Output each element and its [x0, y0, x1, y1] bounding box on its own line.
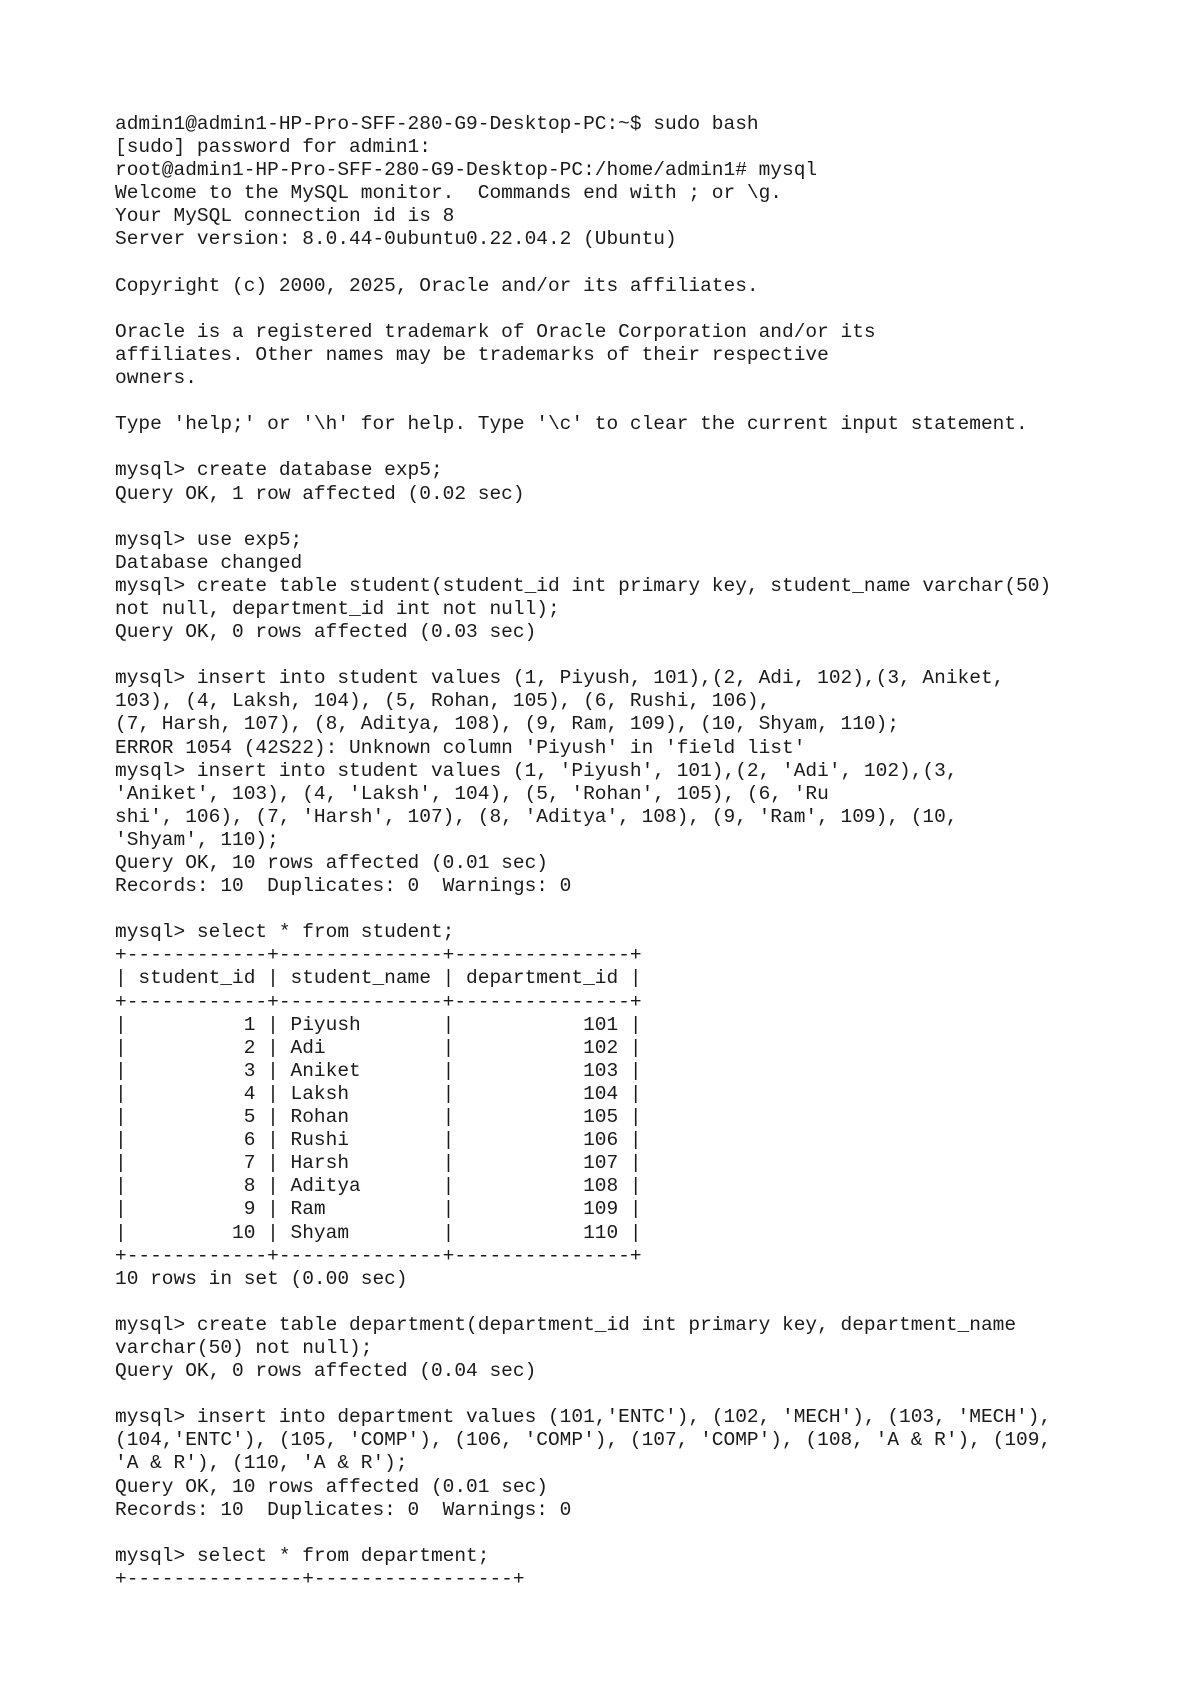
- terminal-line: +------------+--------------+---------------+: [115, 944, 642, 967]
- terminal-line: 'Aniket', 103), (4, 'Laksh', 104), (5, 'Rohan', 105), (6, 'Ru: [115, 782, 829, 805]
- terminal-line: (104,'ENTC'), (105, 'COMP'), (106, 'COMP'), (107, 'COMP'), (108, 'A & R'), (109,: [115, 1429, 1052, 1452]
- terminal-line: +------------+--------------+---------------+: [115, 1244, 642, 1267]
- terminal-line: | 1 | Piyush | 101 |: [115, 1013, 642, 1036]
- terminal-line: 10 rows in set (0.00 sec): [115, 1267, 408, 1290]
- terminal-line: | 3 | Aniket | 103 |: [115, 1059, 642, 1082]
- terminal-line: Type 'help;' or '\h' for help. Type '\c' to clear the current input statement.: [115, 413, 1028, 436]
- terminal-line: [115, 1383, 1155, 1406]
- terminal-line: | 7 | Harsh | 107 |: [115, 1152, 642, 1175]
- terminal-transcript: [115, 113, 1155, 1591]
- terminal-line: mysql> insert into department values (101,'ENTC'), (102, 'MECH'), (103, 'MECH'),: [115, 1406, 1052, 1429]
- terminal-line: Query OK, 10 rows affected (0.01 sec): [115, 1475, 548, 1498]
- terminal-line: mysql> select * from department;: [115, 1544, 490, 1567]
- terminal-line: | 4 | Laksh | 104 |: [115, 1082, 642, 1105]
- terminal-line: not null, department_id int not null);: [115, 597, 560, 620]
- terminal-line: mysql> create table department(department_id int primary key, department_name: [115, 1313, 1017, 1336]
- terminal-line: mysql> create database exp5;: [115, 459, 443, 482]
- terminal-line: Server version: 8.0.44-0ubuntu0.22.04.2 (Ubuntu): [115, 228, 677, 251]
- terminal-line: 'A & R'), (110, 'A & R');: [115, 1452, 408, 1475]
- terminal-line: Query OK, 1 row affected (0.02 sec): [115, 482, 525, 505]
- terminal-line: root@admin1-HP-Pro-SFF-280-G9-Desktop-PC:/home/admin1# mysql: [115, 159, 818, 182]
- terminal-line: | 5 | Rohan | 105 |: [115, 1106, 642, 1129]
- terminal-line: | student_id | student_name | department_id |: [115, 967, 642, 990]
- terminal-line: | 10 | Shyam | 110 |: [115, 1221, 642, 1244]
- terminal-line: mysql> use exp5;: [115, 528, 303, 551]
- terminal-line: [115, 1291, 1155, 1314]
- terminal-line: | 6 | Rushi | 106 |: [115, 1129, 642, 1152]
- terminal-line: mysql> insert into student values (1, Piyush, 101),(2, Adi, 102),(3, Aniket,: [115, 667, 1005, 690]
- terminal-line: | 8 | Aditya | 108 |: [115, 1175, 642, 1198]
- terminal-line: admin1@admin1-HP-Pro-SFF-280-G9-Desktop-PC:~$ sudo bash: [115, 113, 759, 135]
- terminal-line: ERROR 1054 (42S22): Unknown column 'Piyush' in 'field list': [115, 736, 806, 759]
- terminal-line: affiliates. Other names may be trademarks of their respective: [115, 343, 829, 366]
- terminal-line: mysql> insert into student values (1, 'Piyush', 101),(2, 'Adi', 102),(3,: [115, 759, 958, 782]
- terminal-line: varchar(50) not null);: [115, 1336, 373, 1359]
- terminal-line: [115, 1522, 1155, 1545]
- terminal-line: [115, 898, 1155, 921]
- terminal-line: owners.: [115, 367, 197, 390]
- terminal-line: Oracle is a registered trademark of Oracle Corporation and/or its: [115, 320, 876, 343]
- terminal-line: +------------+--------------+---------------+: [115, 990, 642, 1013]
- terminal-line: [115, 644, 1155, 667]
- terminal-line: 'Shyam', 110);: [115, 828, 279, 851]
- terminal-line: +---------------+-----------------+: [115, 1567, 525, 1590]
- terminal-line: [115, 298, 1155, 321]
- terminal-line: shi', 106), (7, 'Harsh', 107), (8, 'Aditya', 108), (9, 'Ram', 109), (10,: [115, 805, 958, 828]
- terminal-line: Records: 10 Duplicates: 0 Warnings: 0: [115, 1498, 572, 1521]
- terminal-line: [115, 390, 1155, 413]
- terminal-line: Your MySQL connection id is 8: [115, 205, 455, 228]
- terminal-line: Welcome to the MySQL monitor. Commands end with ; or \g.: [115, 182, 783, 205]
- terminal-line: Query OK, 0 rows affected (0.03 sec): [115, 621, 537, 644]
- terminal-line: Records: 10 Duplicates: 0 Warnings: 0: [115, 875, 572, 898]
- terminal-line: | 9 | Ram | 109 |: [115, 1198, 642, 1221]
- terminal-line: mysql> select * from student;: [115, 921, 455, 944]
- terminal-line: 103), (4, Laksh, 104), (5, Rohan, 105), (6, Rushi, 106),: [115, 690, 771, 713]
- terminal-line: (7, Harsh, 107), (8, Aditya, 108), (9, Ram, 109), (10, Shyam, 110);: [115, 713, 900, 736]
- terminal-line: Query OK, 10 rows affected (0.01 sec): [115, 852, 548, 874]
- terminal-line: [115, 436, 1155, 459]
- terminal-line: | 2 | Adi | 102 |: [115, 1036, 642, 1059]
- terminal-line: [115, 252, 1155, 275]
- terminal-line: Database changed: [115, 551, 303, 574]
- terminal-line: [sudo] password for admin1:: [115, 136, 431, 159]
- terminal-line: Query OK, 0 rows affected (0.04 sec): [115, 1360, 537, 1383]
- terminal-line: [115, 506, 1155, 529]
- terminal-line: Copyright (c) 2000, 2025, Oracle and/or its affiliates.: [115, 274, 759, 297]
- terminal-line: mysql> create table student(student_id int primary key, student_name varchar(50): [115, 574, 1052, 597]
